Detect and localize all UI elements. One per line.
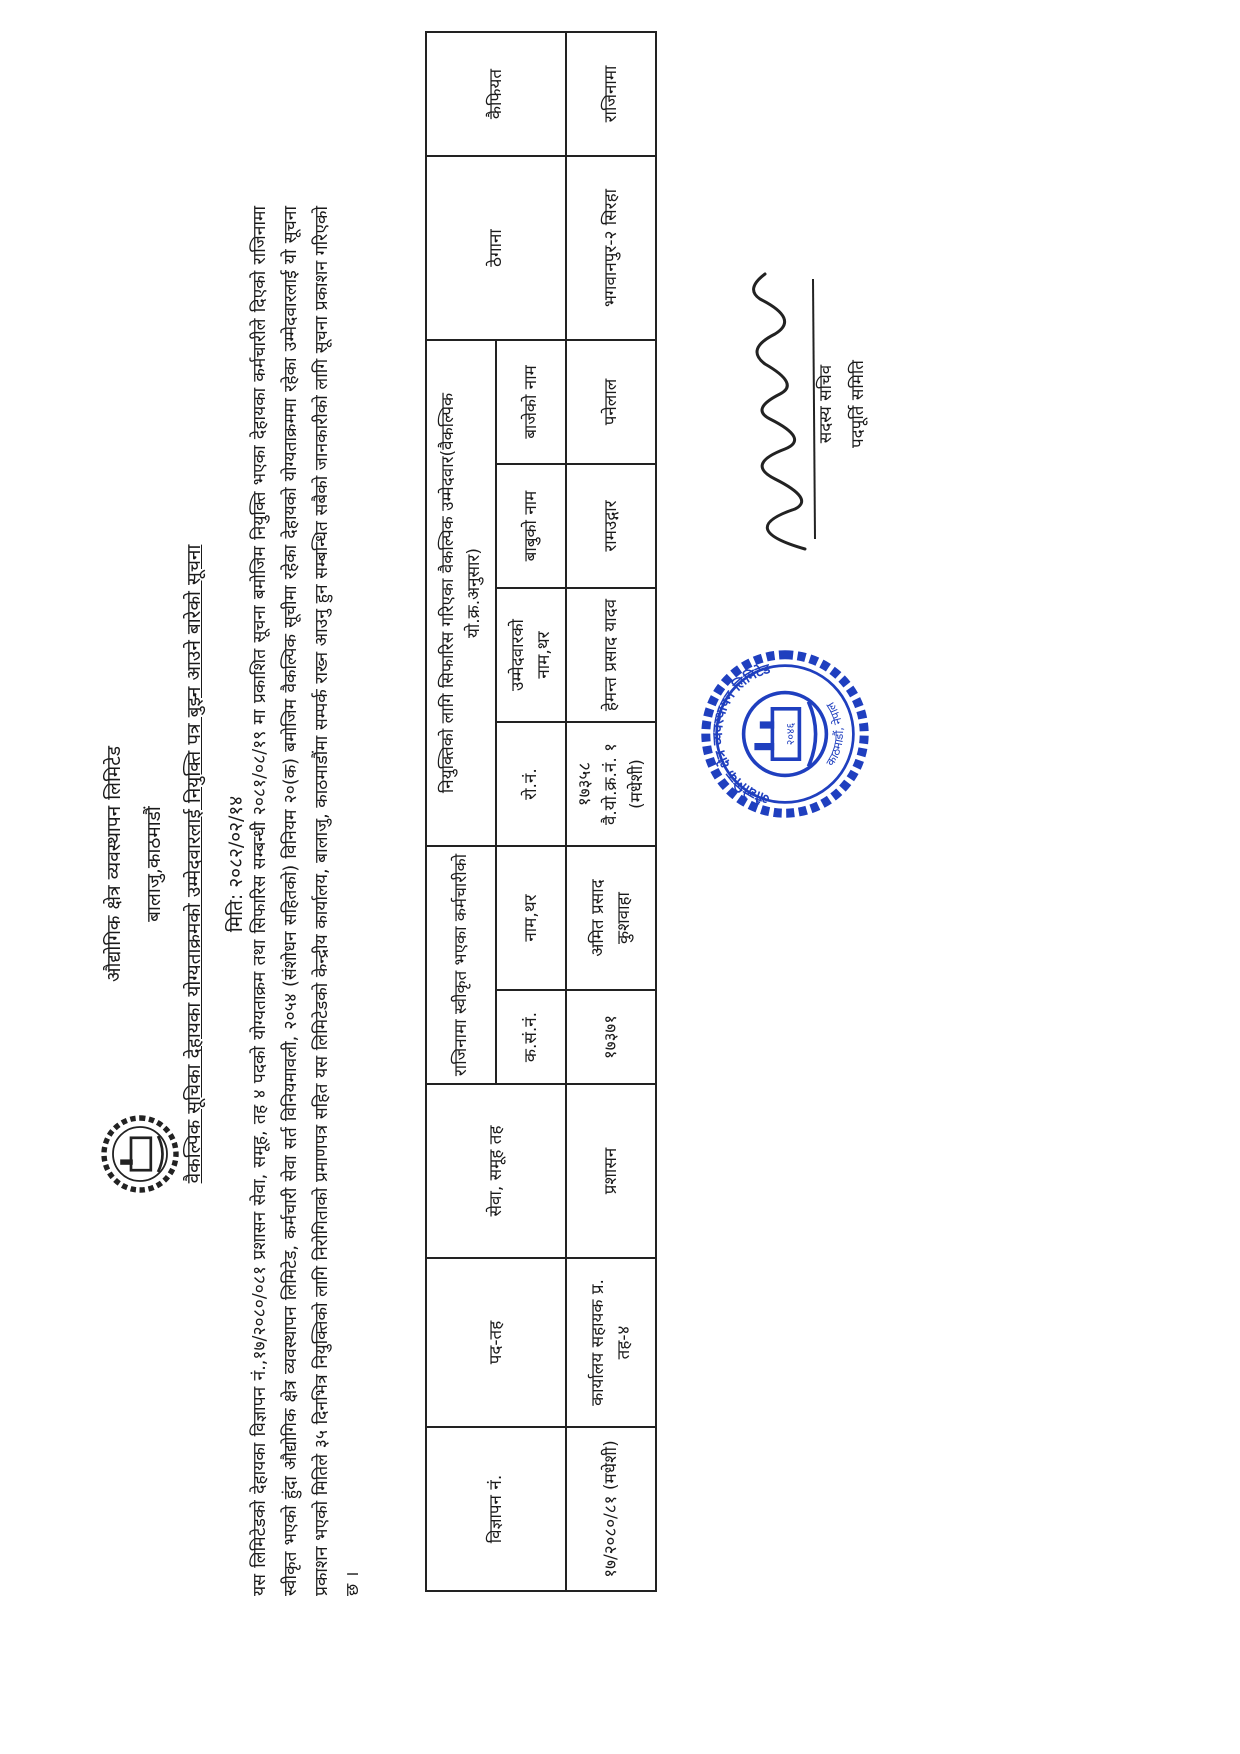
- signatory-role: सदस्य सचिव: [816, 364, 836, 444]
- cell-service-group: प्रशासन: [566, 1084, 656, 1258]
- candidate-table: [425, 31, 657, 1592]
- header-resigned-roll: क.सं.नं.: [496, 990, 566, 1084]
- header-address: ठेगाना: [426, 156, 566, 340]
- header-resigned-name: नाम,थर: [496, 846, 566, 990]
- cell-candidate-name: हेमन्त प्रसाद यादव: [566, 588, 656, 722]
- cell-resigned-name: अमित प्रसाद कुशवाहा: [566, 846, 656, 990]
- organization-address: बालाजु,काठमाडौं: [143, 806, 165, 922]
- header-advert-no: विज्ञापन नं.: [426, 1427, 566, 1591]
- table-header-row: [426, 32, 496, 1591]
- svg-text:औद्योगिक क्षेत्र व्यवस्थापन लि: [710, 661, 773, 808]
- seal-org-text: औद्योगिक क्षेत्र व्यवस्थापन लिमिटेड: [709, 660, 773, 808]
- cell-advert-no: १७/२०८०/८१ (मधेशी): [566, 1427, 656, 1591]
- header-recommended-group: नियुक्तिको लागि सिफारिस गरिएका वैकल्पिक उम्मेदवार(वैकल्पिक यो.क्र.अनुसार): [426, 340, 496, 846]
- seal-place-text: काठमाडौं, नेपाल: [823, 699, 847, 769]
- cell-grandfather-name: पनेलाल: [566, 340, 656, 464]
- header-candidate-name: उम्मेदवारको नाम,थर: [496, 588, 566, 722]
- cell-resigned-roll: १७३७१: [566, 990, 656, 1084]
- notice-date: मिति: २०८२/०२/१४: [225, 795, 247, 933]
- seal-year-text: २०४६: [784, 722, 797, 746]
- cell-father-name: रामउद्गार: [566, 464, 656, 588]
- notice-title: वैकल्पिक सूचिका देहायका योग्यताक्रमको उम्मेदवारलाई नियुक्ति पत्र बुझ्न आउने बारेको सूचना: [183, 544, 205, 1184]
- header-grandfather-name: बाजेको नाम: [496, 340, 566, 464]
- company-seal-icon: [695, 644, 875, 824]
- cell-roll: १७३५८ वै.यो.क्र.नं. १ (मधेशी): [566, 722, 656, 846]
- signatory-block: [810, 324, 874, 484]
- header-father-name: बाबुको नाम: [496, 464, 566, 588]
- cell-address: भगवानपुर-२ सिरहा: [566, 156, 656, 340]
- header-service-group: सेवा, समूह तह: [426, 1084, 566, 1258]
- header-resigned-group: राजिनामा स्वीकृत भएका कर्मचारीको: [426, 846, 496, 1084]
- table-row: [566, 32, 656, 1591]
- cell-post-level: कार्यालय सहायक प्र. तह-४: [566, 1258, 656, 1427]
- signatory-committee: पदपूर्ति समिति: [848, 360, 868, 448]
- organization-name: औद्योगिक क्षेत्र व्यवस्थापन लिमिटेड: [103, 745, 125, 983]
- header-roll: रो.नं.: [496, 722, 566, 846]
- cell-remarks: राजिनामा: [566, 32, 656, 156]
- header-post-level: पद-तह: [426, 1258, 566, 1427]
- notice-body-paragraph: यस लिमिटेडको देहायका विज्ञापन नं.,१७/२०८०/०८१ प्रशासन सेवा, समूह, तह ४ पदको योग्यताक्रम तथा सिफारिस सम्बन्धी २०८१/०८/१९ मा प्रकाशित सूचना बमोजिम नियुक्ति भएका देहायका कर्मचारीले दिएको राजिनामा स्वीकृत भएको हुंदा औद्योगिक क्षेत्र व्यवस्थापन लिमिटेड, कर्मचारी सेवा सर्त विनियमावली, २०५४ (संशोधन सहितको) विनियम २०(क) बमोजिम वैकल्पिक सूचीमा रहेका देहायको योग्यताक्रममा रहेका उम्मेदवारलाई यो सूचना प्रकाशन भएको मितिले ३५ दिनभित्र नियुक्तिको लागि निरोगिताको प्रमाणपत्र सहित यस लिमिटेडको केन्द्रीय कार्यालय, बालाजु, काठमाडौंमा सम्पर्क राख्न आउनु हुन सम्बन्धित सबैको जानकारीको लागि सूचना प्रकाशन गरिएको छ ।: [250, 205, 363, 1596]
- header-remarks: कैफियत: [426, 32, 566, 156]
